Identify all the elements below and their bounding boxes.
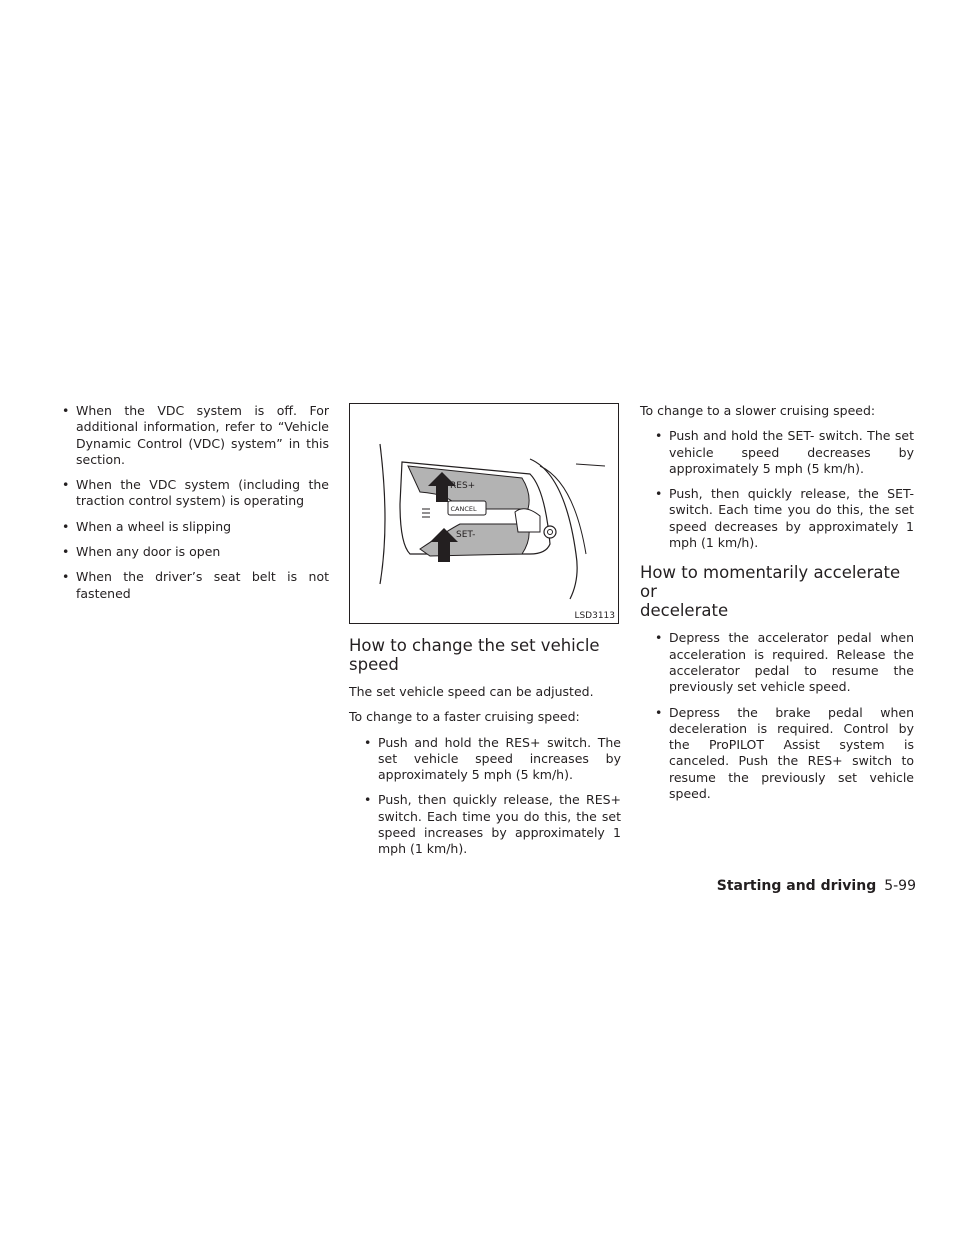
list-item: • When any door is open: [62, 544, 221, 560]
section-heading-change-speed: How to change the set vehicle speed: [349, 636, 600, 674]
faster-list: [349, 735, 621, 858]
list-item: • When the driver’s seat belt is not fastened: [62, 569, 329, 601]
figure-id: LSD3113: [574, 611, 615, 621]
list-item: • Push, then quickly release, the SET- switch. Each time you do this, the set speed decreases by approximately 1 mph (1 km/h).: [655, 486, 914, 551]
slower-text: To change to a slower cruising speed:: [640, 403, 876, 418]
list-item: • Push and hold the RES+ switch. The set vehicle speed increases by approximately 5 mph (5 km/h).: [364, 734, 621, 783]
intro-text: The set vehicle speed can be adjusted.: [349, 684, 594, 699]
list-item: • Push, then quickly release, the RES+ switch. Each time you do this, the set speed increases by approximately 1 mph (1 km/h).: [364, 792, 621, 857]
column-right: [640, 403, 914, 811]
page-footer: [717, 878, 916, 894]
list-item: • Depress the accelerator pedal when acceleration is required. Release the accelerator pedal to resume the previously set vehicle speed.: [655, 630, 914, 695]
steering-switch-figure: [349, 403, 619, 624]
list-item: • Push and hold the SET- switch. The set vehicle speed decreases by approximately 5 mph (5 km/h).: [655, 428, 914, 476]
list-item: • Depress the brake pedal when deceleration is required. Control by the ProPILOT Assist system is canceled. Push the RES+ switch to resume the previously set vehicle speed.: [655, 704, 914, 802]
column-middle: [349, 403, 621, 867]
list-item: • When the VDC system (including the traction control system) is operating: [62, 477, 329, 509]
accelerate-list: [640, 630, 914, 802]
faster-text: To change to a faster cruising speed:: [349, 709, 580, 725]
res-plus-label: RES+: [450, 481, 476, 491]
footer-section-title: Starting and driving: [716, 878, 877, 894]
cancel-label: CANCEL: [450, 505, 477, 513]
slower-list: [640, 428, 914, 551]
column-left: [59, 403, 329, 611]
steering-switch-illustration: [350, 404, 619, 624]
set-minus-label: SET-: [456, 530, 476, 540]
conditions-list: [59, 403, 329, 602]
page-number: 5-99: [884, 878, 916, 894]
section-heading-accelerate: How to momentarily accelerate or decelerate: [640, 563, 901, 621]
list-item: • When the VDC system is off. For additional information, refer to “Vehicle Dynamic Control (VDC) system” in this section.: [62, 403, 329, 467]
list-item: • When a wheel is slipping: [62, 518, 232, 534]
